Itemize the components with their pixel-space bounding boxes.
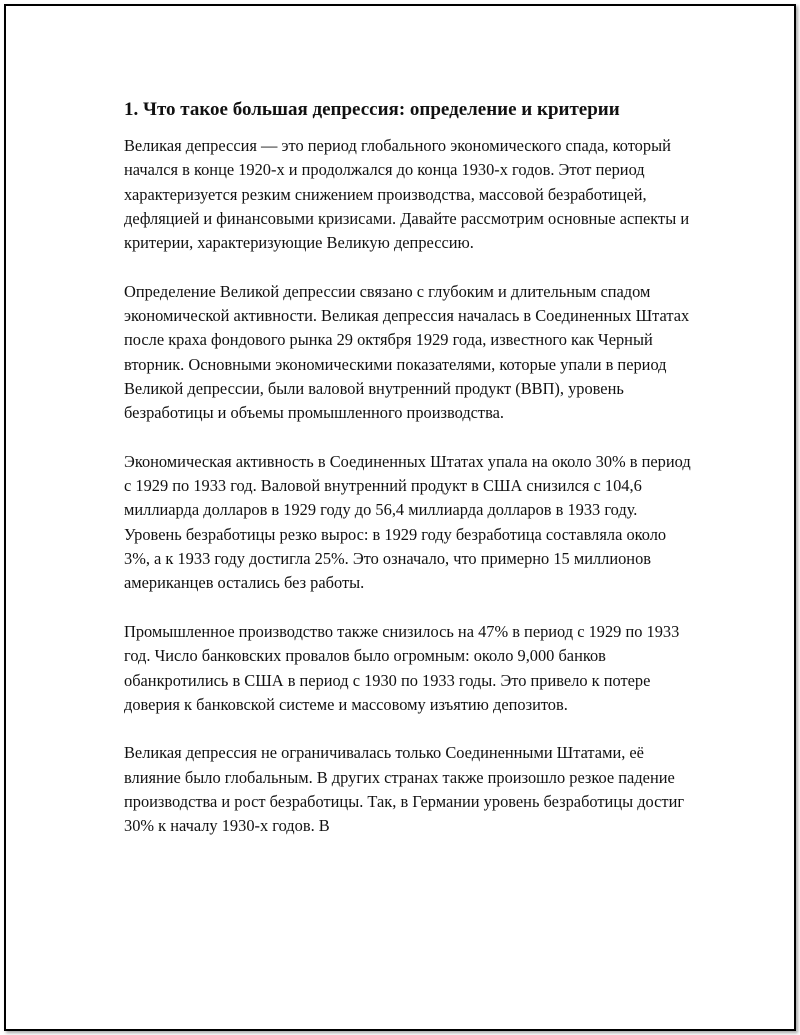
document-body [124,96,694,863]
paragraph-2: Определение Великой депрессии связано с глубоким и длительным спадом экономической активности. Великая депрессия началась в Соединенных Штатах после краха фондового рынка 29 октября 1929 года, известного как Черный вторник. Основными экономическими показателями, которые упали в период Великой депрессии, были валовой внутренний продукт (ВВП), уровень безработицы и объемы промышленного производства. [124,281,690,423]
section-heading: 1. Что такое большая депрессия: определение и критерии [124,99,620,120]
page-frame [4,4,796,1031]
paragraph-1: Великая депрессия — это период глобального экономического спада, который начался в конце 1920-х и продолжался до конца 1930-х годов. Этот период характеризуется резким снижением производства, массовой безработицей, дефляцией и финансовыми кризисами. Давайте рассмотрим основные аспекты и критерии, характеризующие Великую депрессию. [124,136,690,253]
paragraph-4: Промышленное производство также снизилось на 47% в период с 1929 по 1933 год. Число банковских провалов было огромным: около 9,000 банков обанкротились в США в период с 1930 по 1933 годы. Это привело к потере доверия к банковской системе и массовому изъятию депозитов. [124,621,680,714]
paragraph-3: Экономическая активность в Соединенных Штатах упала на около 30% в период с 1929 по 1933 год. Валовой внутренний продукт в США снизился с 104,6 миллиарда долларов в 1929 году до 56,4 миллиарда долларов в 1933 году. Уровень безработицы резко вырос: в 1929 году безработица составляла около 3%, а к 1933 году достигла 25%. Это означало, что примерно 15 миллионов американцев остались без работы. [124,451,691,593]
paragraph-5: Великая депрессия не ограничивалась только Соединенными Штатами, её влияние было глобальным. В других странах также произошло резкое падение производства и рост безработицы. Так, в Германии уровень безработицы достиг 30% к началу 1930-х годов. В [124,743,685,836]
